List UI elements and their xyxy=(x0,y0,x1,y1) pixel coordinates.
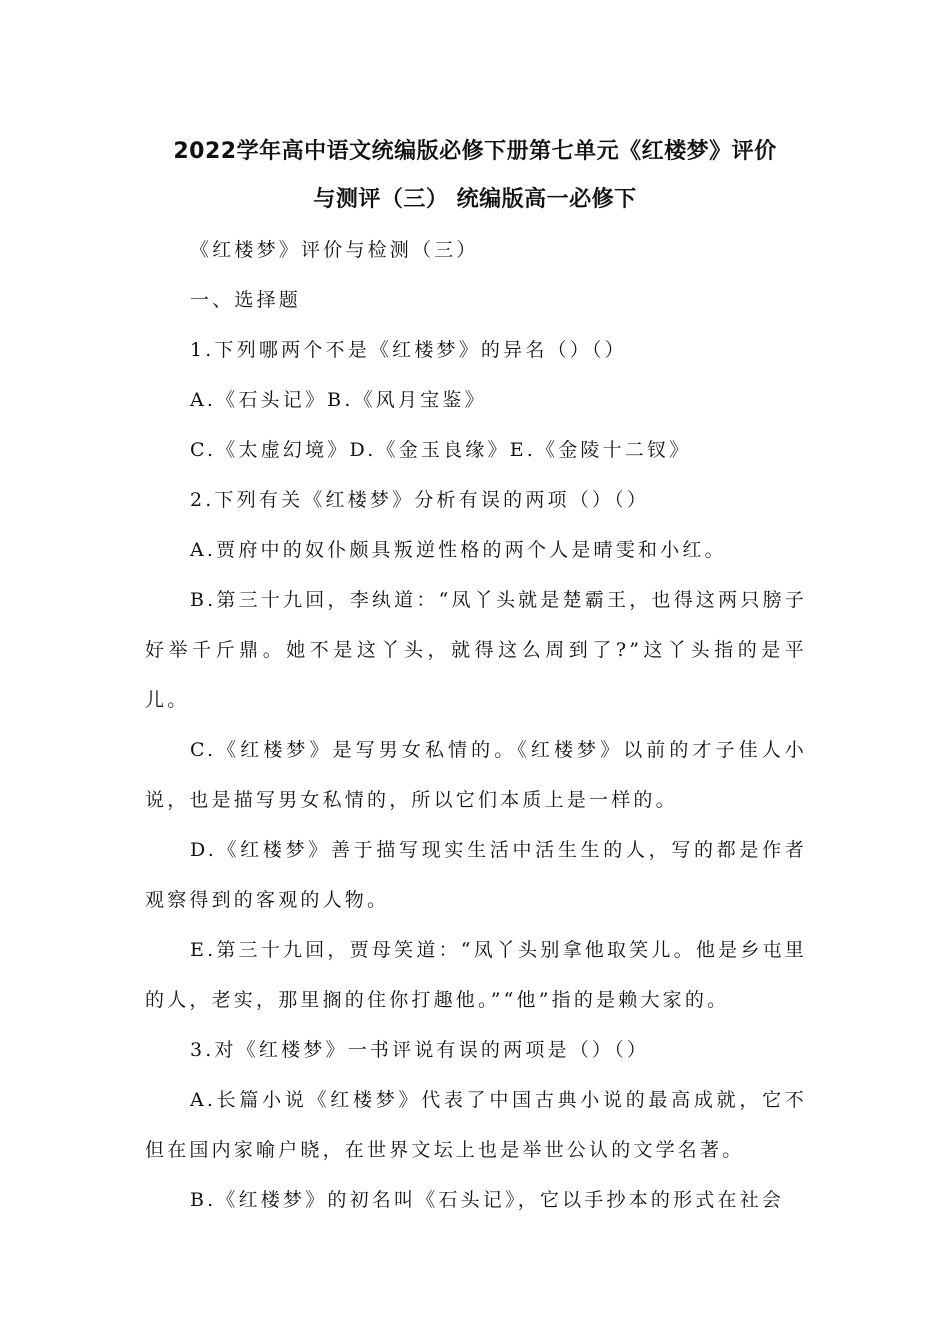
question-2-option-c: C.《红楼梦》是写男女私情的。《红楼梦》以前的才子佳人小说，也是描写男女私情的，所以它们本质上是一样的。 xyxy=(145,739,807,811)
question-1-option-ab: A.《石头记》B.《风月宝鉴》 xyxy=(190,389,487,411)
question-1-stem: 1.下列哪两个不是《红楼梦》的异名（）（） xyxy=(190,339,627,361)
question-3-option-b: B.《红楼梦》的初名叫《石头记》，它以手抄本的形式在社会 xyxy=(190,1189,785,1211)
document-title-line-2: 与测评（三） 统编版高一必修下 xyxy=(313,187,637,212)
document-title-line-1: 2022学年高中语文统编版必修下册第七单元《红楼梦》评价 xyxy=(173,139,777,164)
question-3-option-a: A.长篇小说《红楼梦》代表了中国古典小说的最高成就，它不但在国内家喻户晓，在世界文坛上也是举世公认的文学名著。 xyxy=(145,1089,807,1161)
section-heading: 一、选择题 xyxy=(190,289,302,311)
question-3-stem: 3.对《红楼梦》一书评说有误的两项是（）（） xyxy=(190,1039,650,1061)
document-body xyxy=(145,225,807,1225)
question-2-option-e: E.第三十九回，贾母笑道：“凤丫头别拿他取笑儿。他是乡屯里的人，老实，那里搁的住你打趣他。”“他”指的是赖大家的。 xyxy=(145,939,807,1011)
document-subtitle: 《红楼梦》评价与检测（三） xyxy=(190,239,479,261)
question-2-option-d: D.《红楼梦》善于描写现实生活中活生生的人，写的都是作者观察得到的客观的人物。 xyxy=(145,839,807,911)
question-2-option-a: A.贾府中的奴仆颇具叛逆性格的两个人是晴雯和小红。 xyxy=(190,539,727,561)
question-2-stem: 2.下列有关《红楼梦》分析有误的两项（）（） xyxy=(190,489,650,511)
question-1-option-cde: C.《太虚幻境》D.《金玉良缘》E.《金陵十二钗》 xyxy=(190,439,692,461)
question-2-option-b: B.第三十九回，李纨道：“凤丫头就是楚霸王，也得这两只膀子好举千斤鼎。她不是这丫头，就得这么周到了?”这丫头指的是平儿。 xyxy=(145,589,807,711)
